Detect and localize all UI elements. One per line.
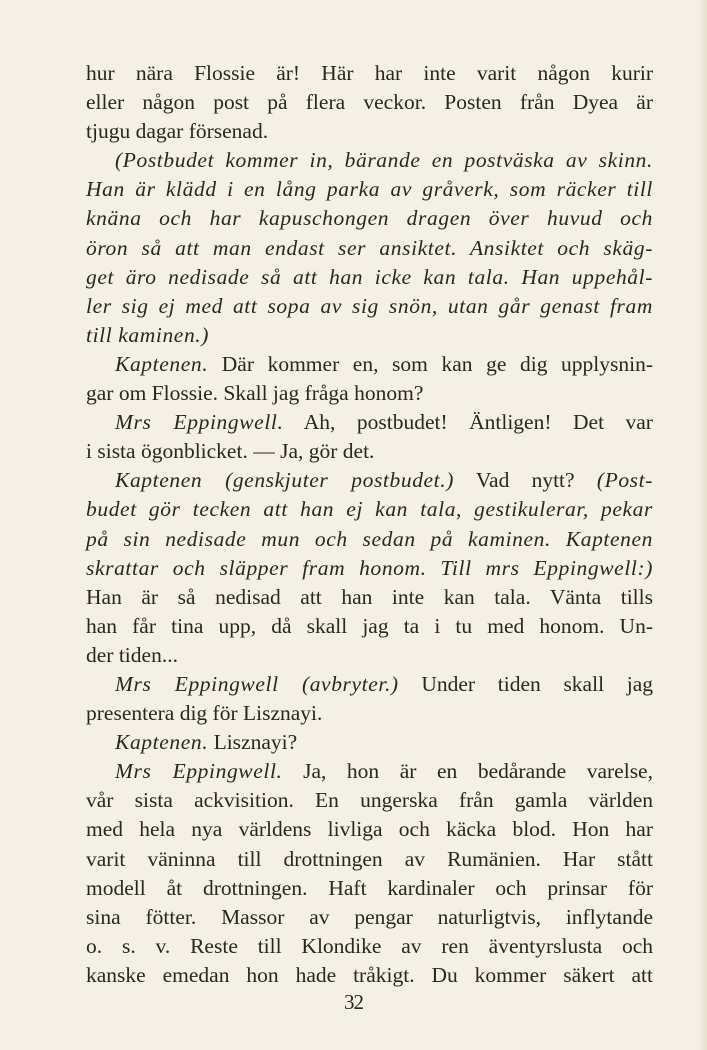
text-line (86, 612, 653, 641)
page-number: 32 (344, 990, 363, 1014)
roman-text: eller någon post på flera veckor. Posten från Dyea är (86, 90, 653, 115)
roman-text: modell åt drottningen. Haft kardinaler och prinsar för (86, 875, 653, 900)
roman-text: Under tiden skall jag (398, 671, 653, 696)
italic-text: skrattar och släpper fram honom. Till mrs Eppingwell:) (86, 555, 653, 580)
roman-text: gar om Flossie. Skall jag fråga honom? (86, 381, 424, 406)
text-line (86, 728, 653, 757)
roman-text: Ah, postbudet! Äntligen! Det var (283, 410, 653, 435)
text-line (86, 175, 653, 204)
text-line (86, 932, 653, 961)
page-edge (698, 0, 707, 1050)
text-line (86, 874, 653, 903)
italic-text: get äro nedisade så att han icke kan tala. Han uppehål- (86, 264, 653, 289)
text-line (86, 59, 653, 88)
roman-text: presentera dig för Lisznayi. (86, 701, 323, 726)
roman-text: tjugu dagar försenad. (86, 119, 269, 144)
text-line (86, 408, 653, 437)
text-line (86, 903, 653, 932)
italic-text: Kaptenen. (115, 730, 209, 755)
italic-text: ler sig ej med att sopa av sig snön, utan går genast fram (86, 293, 653, 318)
text-line (86, 495, 653, 524)
roman-text: kanske emedan hon hade tråkigt. Du kommer säkert att (86, 962, 653, 987)
roman-text: Han är så nedisad att han inte kan tala. Vänta tills (86, 584, 653, 609)
roman-text: varit väninna till drottningen av Rumänien. Har stått (86, 846, 653, 871)
text-line (86, 670, 653, 699)
text-line (86, 117, 653, 146)
roman-text: vår sista ackvisition. En ungerska från gamla världen (86, 788, 653, 813)
italic-text: Kaptenen. (115, 351, 209, 376)
roman-text: Ja, hon är en bedårande varelse, (282, 759, 653, 784)
italic-text: på sin nedisade mun och sedan på kaminen. Kaptenen (86, 526, 653, 551)
text-line (86, 234, 653, 263)
text-line (86, 437, 653, 466)
text-line (86, 204, 653, 233)
roman-text: Där kommer en, som kan ge dig upplysnin- (208, 351, 653, 376)
italic-text: Mrs Eppingwell. (115, 759, 283, 784)
italic-text: budet gör tecken att han ej kan tala, gestikulerar, pekar (86, 497, 653, 522)
roman-text: i sista ögonblicket. — Ja, gör det. (86, 439, 375, 464)
roman-text: Vad nytt? (454, 468, 597, 493)
text-line (86, 379, 653, 408)
text-line (86, 961, 653, 990)
italic-text: Mrs Eppingwell (avbryter.) (115, 671, 399, 696)
text-line (86, 146, 653, 175)
italic-text: knäna och har kapuschongen dragen över huvud och (86, 206, 653, 231)
roman-text: med hela nya världens livliga och käcka blod. Hon har (86, 817, 653, 842)
italic-text: öron så att man endast ser ansiktet. Ansiktet och skäg- (86, 235, 653, 260)
text-line (86, 583, 653, 612)
roman-text: Lisznayi? (208, 730, 298, 755)
text-line (86, 699, 653, 728)
text-line (86, 641, 653, 670)
body-text (86, 59, 653, 990)
roman-text: der tiden... (86, 642, 178, 667)
text-line (86, 757, 653, 786)
italic-text: (Post- (596, 468, 653, 493)
text-line (86, 466, 653, 495)
text-line (86, 845, 653, 874)
italic-text: Han är klädd i en lång parka av gråverk, som räcker till (86, 177, 653, 202)
italic-text: Mrs Eppingwell. (115, 410, 284, 435)
text-line (86, 815, 653, 844)
italic-text: till kaminen.) (86, 322, 210, 347)
text-line (86, 263, 653, 292)
roman-text: hur nära Flossie är! Här har inte varit någon kurir (86, 61, 653, 85)
text-line (86, 350, 653, 379)
roman-text: sina fötter. Massor av pengar naturligtvis, inflytande (86, 904, 653, 929)
roman-text: o. s. v. Reste till Klondike av ren äventyrslusta och (86, 933, 653, 958)
italic-text: Kaptenen (genskjuter postbudet.) (115, 468, 454, 493)
text-line (86, 525, 653, 554)
text-line (86, 321, 653, 350)
text-line (86, 292, 653, 321)
italic-text: (Postbudet kommer in, bärande en postväska av skinn. (115, 148, 653, 173)
roman-text: han får tina upp, då skall jag ta i tu med honom. Un- (86, 613, 653, 638)
text-line (86, 88, 653, 117)
text-line (86, 786, 653, 815)
text-line (86, 554, 653, 583)
